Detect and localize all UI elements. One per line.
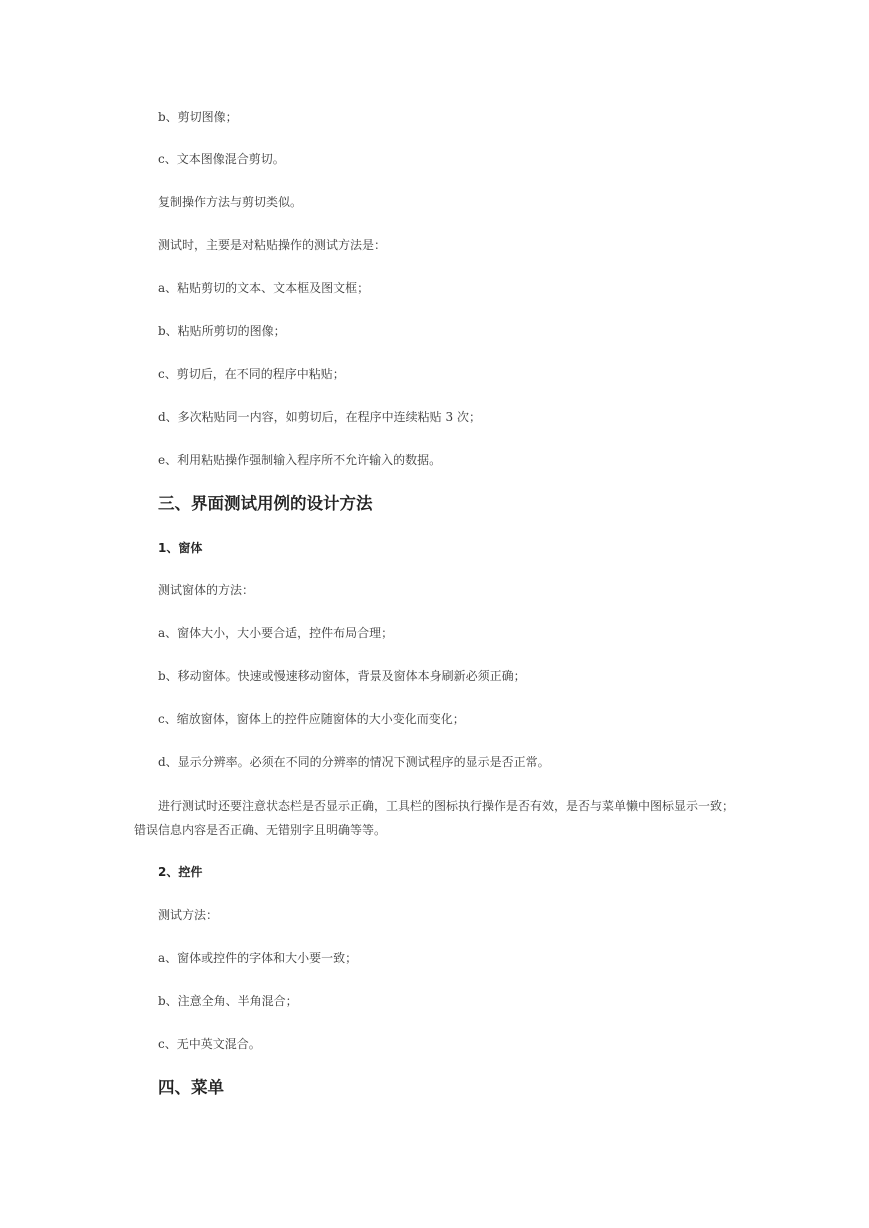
text-line-paste-d: d、多次粘贴同一内容，如剪切后，在程序中连续粘贴 3 次； xyxy=(158,410,481,424)
text-line-copy-similar: 复制操作方法与剪切类似。 xyxy=(158,195,303,209)
subsection-heading-window: 1、窗体 xyxy=(158,541,203,555)
section-heading-menu: 四、菜单 xyxy=(158,1078,224,1097)
text-line-control-b: b、注意全角、半角混合； xyxy=(158,994,298,1008)
text-line-paste-intro: 测试时，主要是对粘贴操作的测试方法是： xyxy=(158,238,387,252)
text-line-control-c: c、无中英文混合。 xyxy=(158,1037,261,1051)
text-line-mixed-cut: c、文本图像混合剪切。 xyxy=(158,152,285,166)
text-line-control-method: 测试方法： xyxy=(158,908,219,922)
text-line-window-d: d、显示分辨率。必须在不同的分辨率的情况下测试程序的显示是否正常。 xyxy=(158,755,550,769)
text-line-window-c: c、缩放窗体，窗体上的控件应随窗体的大小变化而变化； xyxy=(158,712,465,726)
subsection-heading-controls: 2、控件 xyxy=(158,865,203,879)
text-line-window-method: 测试窗体的方法： xyxy=(158,583,255,597)
text-line-paste-c: c、剪切后，在不同的程序中粘贴； xyxy=(158,367,345,381)
text-line-paste-e: e、利用粘贴操作强制输入程序所不允许输入的数据。 xyxy=(158,453,442,467)
text-line-paste-a: a、粘贴剪切的文本、文本框及图文框； xyxy=(158,281,370,295)
text-line-window-a: a、窗体大小，大小要合适，控件布局合理； xyxy=(158,626,394,640)
section-heading-ui-test-design: 三、界面测试用例的设计方法 xyxy=(158,494,373,513)
paragraph-status-bar-note: 进行测试时还要注意状态栏是否显示正确，工具栏的图标执行操作是否有效，是否与菜单懒中图标显示一致；错误信息内容是否正确、无错别字且明确等等。 xyxy=(134,799,735,837)
text-line-window-b: b、移动窗体。快速或慢速移动窗体，背景及窗体本身刷新必须正确； xyxy=(158,669,526,683)
text-line-control-a: a、窗体或控件的字体和大小要一致； xyxy=(158,951,358,965)
text-line-cut-image: b、剪切图像； xyxy=(158,110,238,124)
text-line-paste-b: b、粘贴所剪切的图像； xyxy=(158,324,286,338)
